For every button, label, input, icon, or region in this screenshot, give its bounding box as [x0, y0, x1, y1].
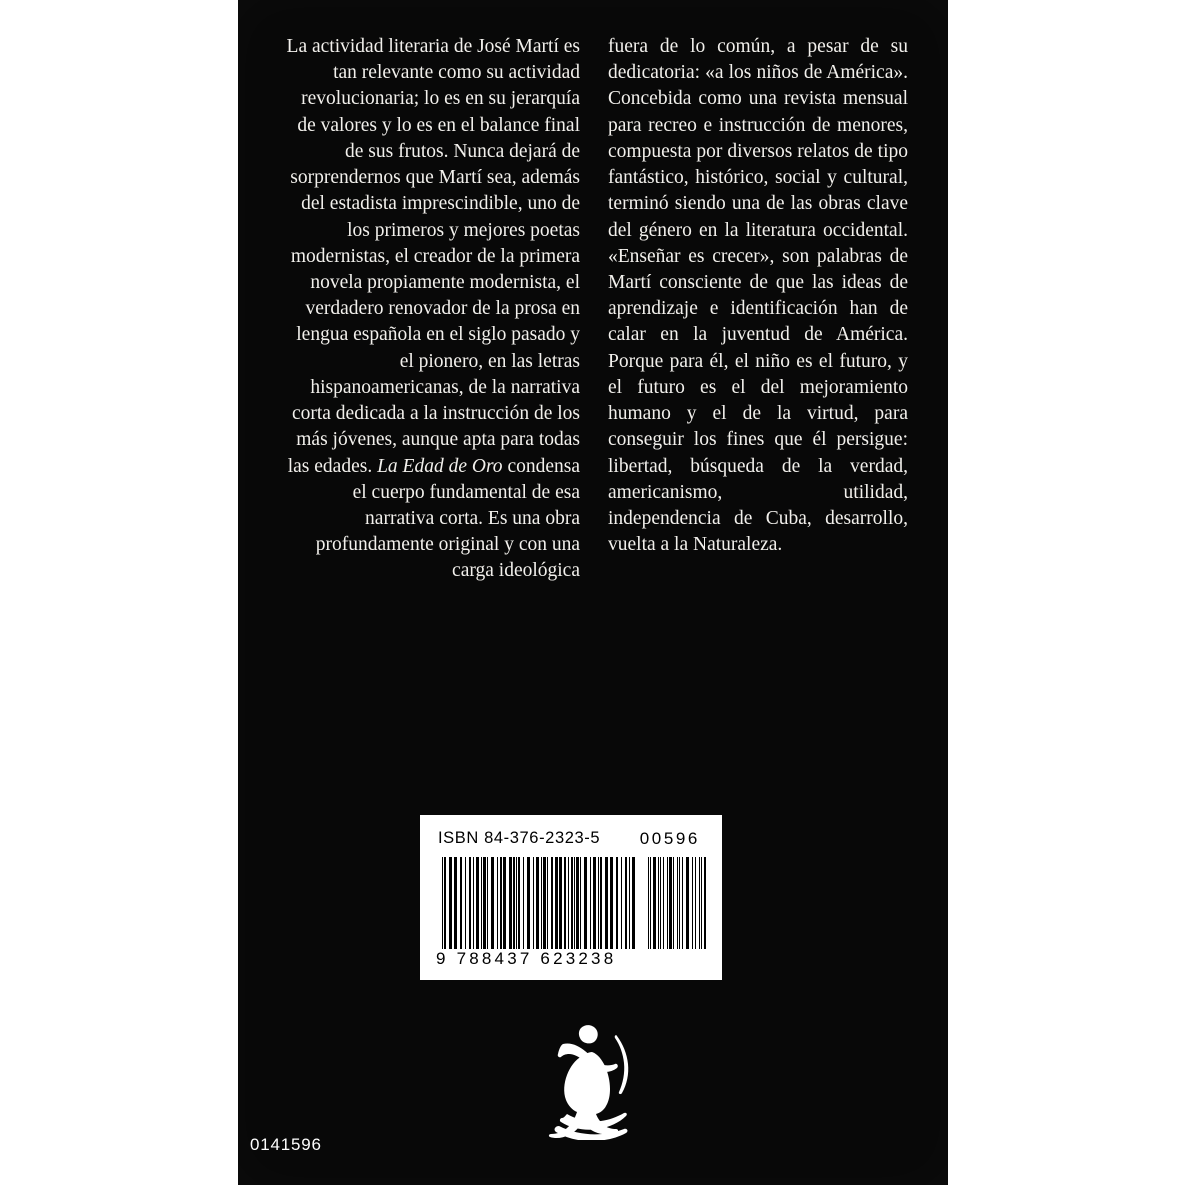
blurb-book-title: La Edad de Oro [377, 455, 503, 477]
barcode-bars-addon [648, 857, 706, 949]
blurb-left-column [280, 34, 580, 585]
blurb-left-text: La actividad literaria de José Martí es tan relevante como su actividad revolucionaria; lo es en su jerarquía de valores y lo es en el balance final de sus frutos. Nunca dejará de sorprendernos que Martí sea, además del estadista imprescindible, uno de los primeros y mejores poetas modernistas, el creador de la primera novela propiamente modernista, el verdadero renovador de la prosa en lengua española en el siglo pasado y el pionero, en las letras hispanoamericanas, de la narrativa corta dedicada a la instrucción de los más jóvenes, aunque apta para todas las edades. [286, 36, 580, 477]
blurb-right-column [608, 34, 908, 585]
back-cover [238, 0, 948, 1185]
ean-digits: 9 788437 623238 [436, 949, 617, 968]
archer-statue-logo-icon [545, 1022, 641, 1140]
blurb-text [280, 34, 910, 585]
barcode-addon-digits: 00596 [639, 829, 700, 848]
barcode-block [420, 815, 722, 980]
isbn-label: ISBN 84-376-2323-5 [438, 829, 601, 847]
bottom-code: 0141596 [250, 1135, 322, 1154]
blurb-left-tail: condensa el cuerpo fundamental de esa narrativa corta. Es una obra profundamente original y con una carga ideológica [315, 455, 580, 582]
barcode-bars-main [442, 857, 638, 949]
blurb-right-text: fuera de lo común, a pesar de su dedicatoria: «a los niños de América». Concebida como una revista mensual para recreo e instrucción de menores, compuesta por diversos relatos de tipo fantástico, histórico, social y cultural, terminó siendo una de las obras clave del género en la literatura occidental. «Enseñar es crecer», son palabras de Martí consciente de que las ideas de aprendizaje e identificación han de calar en la juventud de América. Porque para él, el niño es el futuro, y el futuro es el del mejoramiento humano y el de la virtud, para conseguir los fines que él persigue: libertad, búsqueda de la verdad, americanismo, utilidad, independencia de Cuba, desarrollo, vuelta a la Naturaleza. [608, 36, 908, 556]
